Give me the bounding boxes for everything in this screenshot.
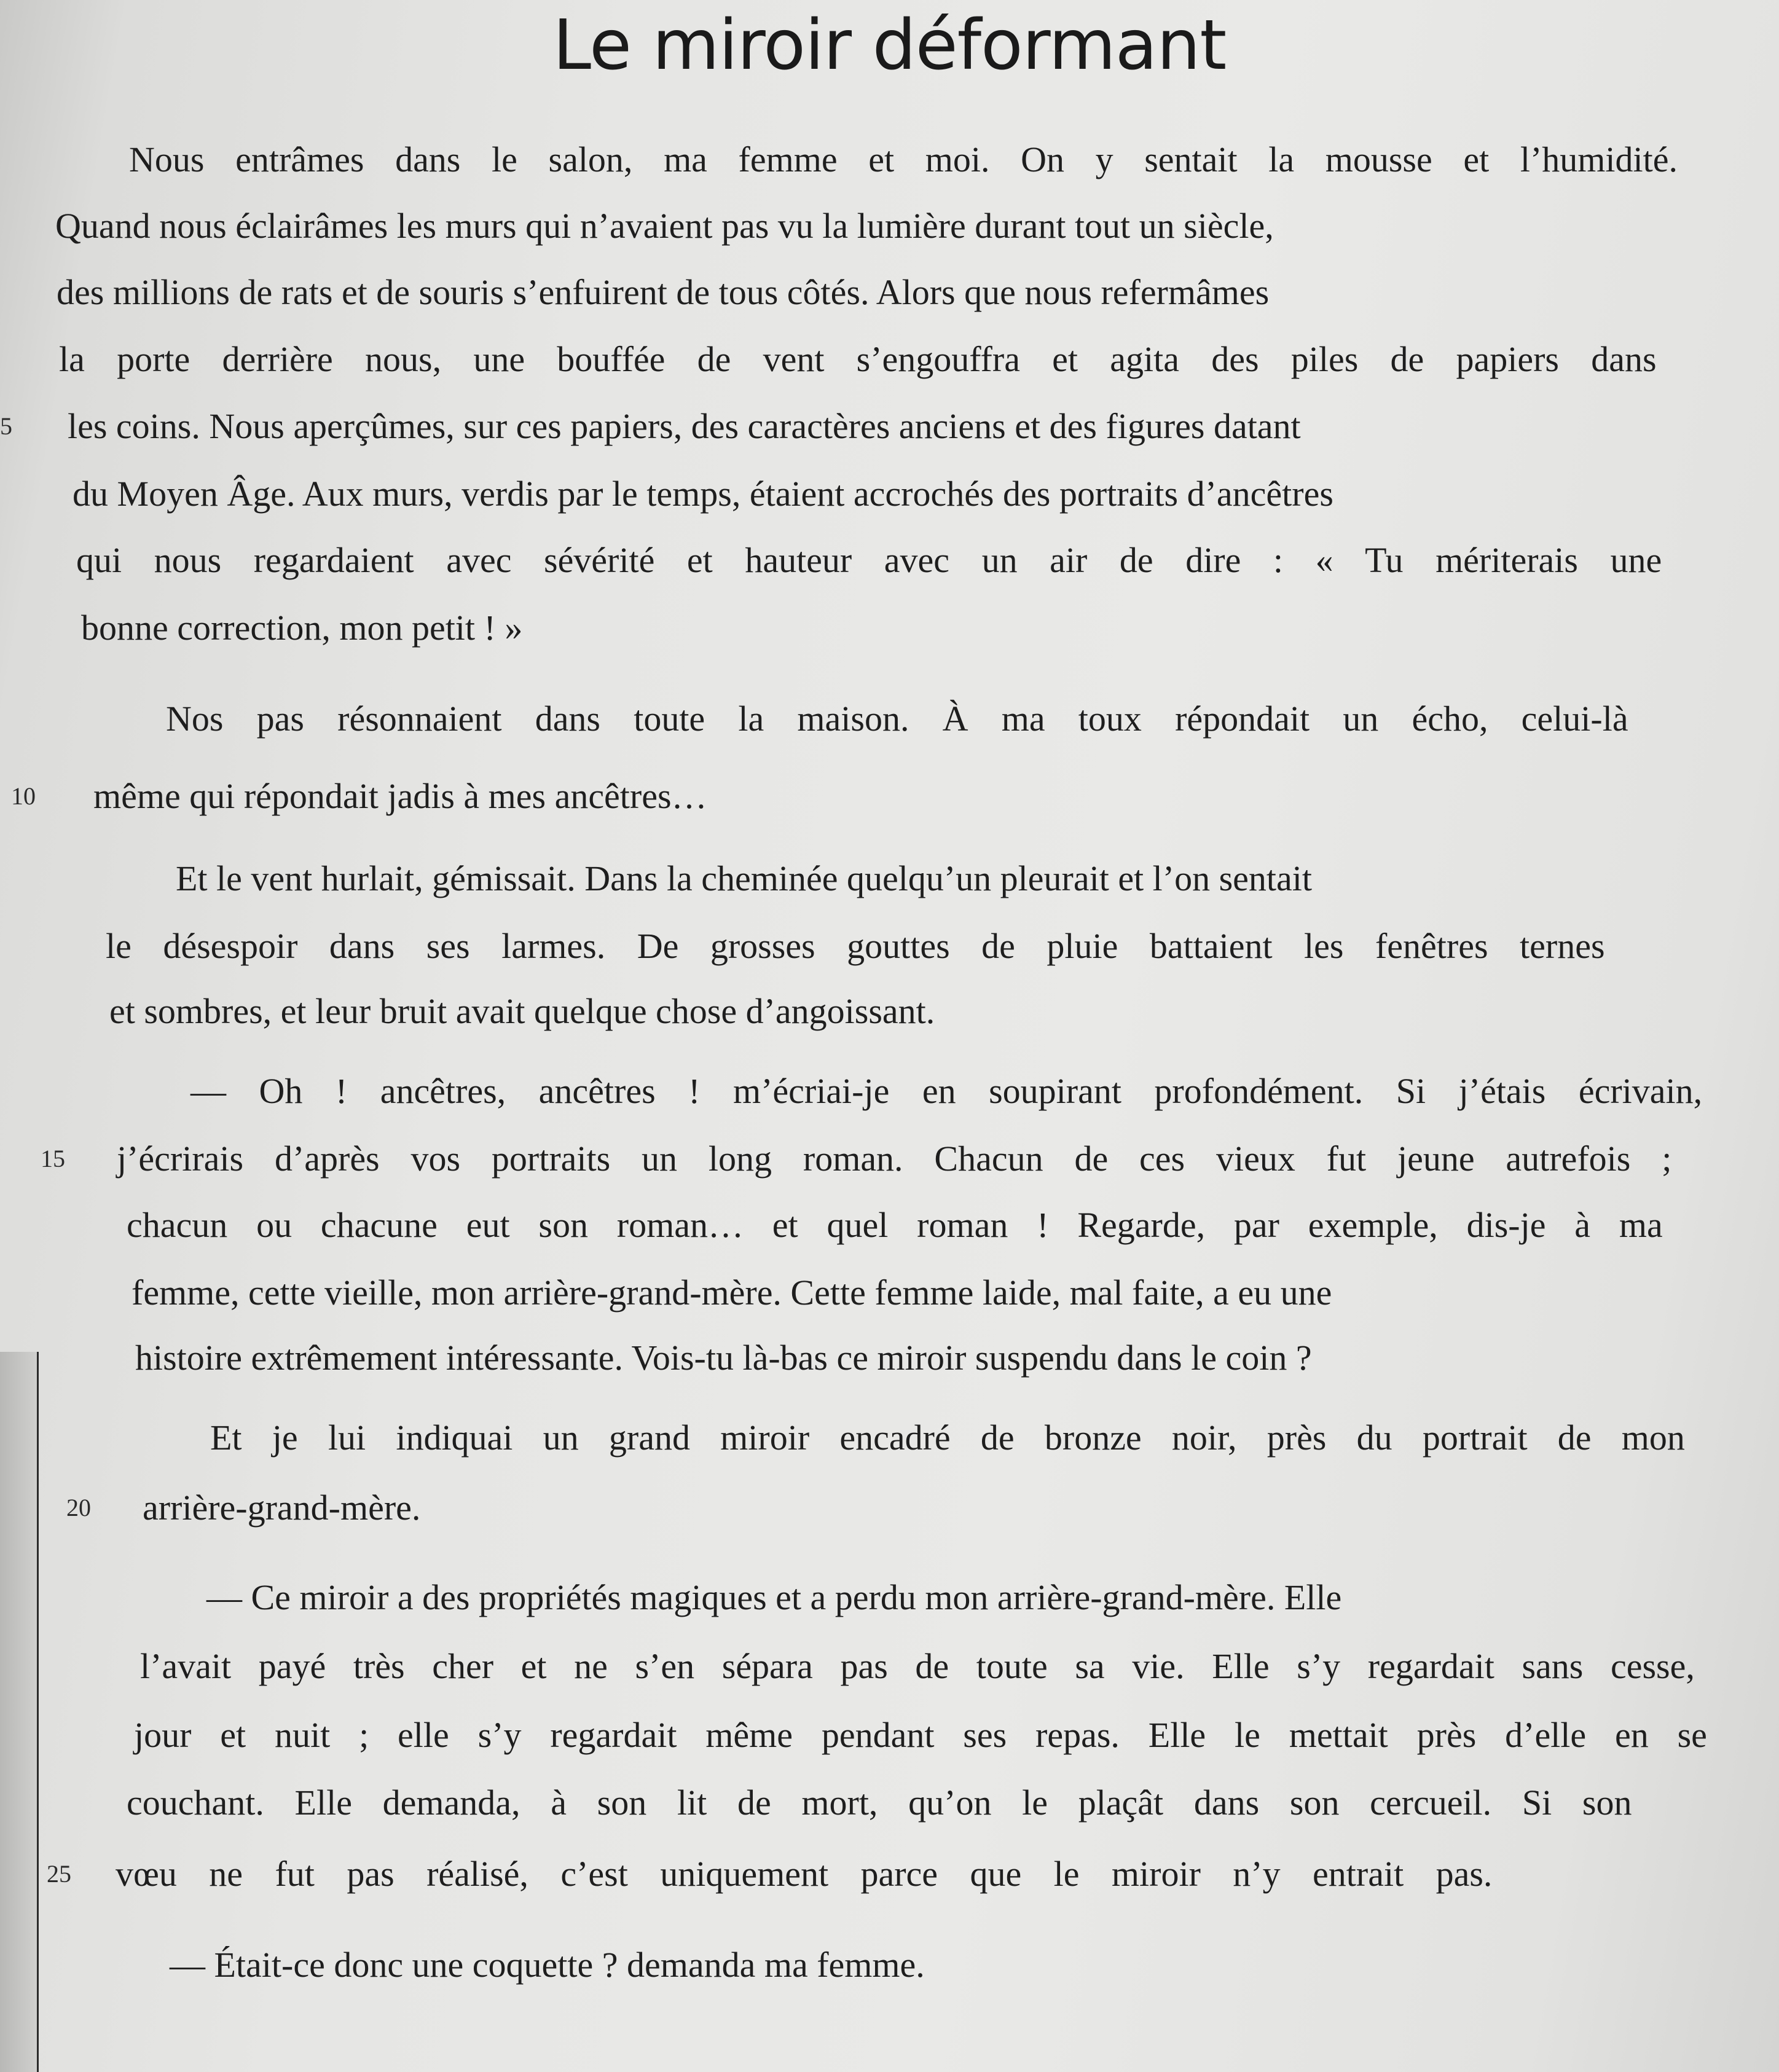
text-line: histoire extrêmement intéressante. Vois-tu là-bas ce miroir suspendu dans le coin ? (135, 1338, 1312, 1378)
text-line: et sombres, et leur bruit avait quelque chose d’angoissant. (109, 991, 935, 1031)
text-line: — Était-ce donc une coquette ? demanda ma femme. (170, 1945, 925, 1985)
text-line: jour et nuit ; elle s’y regardait même pendant ses repas. Elle le mettait près d’elle en se (134, 1715, 1707, 1755)
line-number: 5 (0, 412, 12, 440)
text-line: Et le vent hurlait, gémissait. Dans la cheminée quelqu’un pleurait et l’on sentait (176, 858, 1313, 898)
page-edge (0, 1352, 39, 2072)
text-line: Quand nous éclairâmes les murs qui n’avaient pas vu la lumière durant tout un siècle, (55, 206, 1274, 246)
text-line: j’écrirais d’après vos portraits un long roman. Chacun de ces vieux fut jeune autrefois ; (117, 1139, 1672, 1179)
text-line: couchant. Elle demanda, à son lit de mort, qu’on le plaçât dans son cercueil. Si son (127, 1783, 1632, 1823)
line-number: 10 (11, 782, 36, 810)
text-line: — Oh ! ancêtres, ancêtres ! m’écriai-je en soupirant profondément. Si j’étais écrivain, (190, 1071, 1703, 1111)
page-title: Le miroir déformant (552, 6, 1227, 85)
text-line: bonne correction, mon petit ! » (81, 608, 523, 648)
text-line: Et je lui indiquai un grand miroir encadré de bronze noir, près du portrait de mon (210, 1418, 1685, 1458)
text-line: des millions de rats et de souris s’enfuirent de tous côtés. Alors que nous refermâmes (57, 272, 1270, 312)
text-line: femme, cette vieille, mon arrière-grand-mère. Cette femme laide, mal faite, a eu une (132, 1273, 1332, 1313)
text-line: Nous entrâmes dans le salon, ma femme et moi. On y sentait la mousse et l’humidité. (129, 139, 1678, 179)
text-line: arrière-grand-mère. (143, 1488, 421, 1528)
line-number: 15 (41, 1145, 65, 1172)
text-line: l’avait payé très cher et ne s’en sépara pas de toute sa vie. Elle s’y regardait sans cesse, (140, 1646, 1695, 1686)
text-line: chacun ou chacune eut son roman… et quel roman ! Regarde, par exemple, dis-je à ma (127, 1205, 1663, 1245)
text-line: vœu ne fut pas réalisé, c’est uniquement parce que le miroir n’y entrait pas. (116, 1854, 1493, 1894)
text-line: les coins. Nous aperçûmes, sur ces papiers, des caractères anciens et des figures datant (68, 406, 1301, 446)
text-line: le désespoir dans ses larmes. De grosses gouttes de pluie battaient les fenêtres ternes (106, 926, 1605, 966)
text-line: même qui répondait jadis à mes ancêtres… (93, 776, 707, 816)
line-number: 20 (66, 1494, 91, 1521)
text-line: Nos pas résonnaient dans toute la maison. À ma toux répondait un écho, celui-là (166, 699, 1628, 739)
line-number: 25 (47, 1860, 71, 1888)
text-line: la porte derrière nous, une bouffée de vent s’engouffra et agita des piles de papiers dans (59, 339, 1657, 379)
text-line: du Moyen Âge. Aux murs, verdis par le temps, étaient accrochés des portraits d’ancêtres (73, 474, 1333, 514)
text-line: — Ce miroir a des propriétés magiques et a perdu mon arrière-grand-mère. Elle (206, 1577, 1342, 1617)
text-line: qui nous regardaient avec sévérité et hauteur avec un air de dire : « Tu mériterais une (76, 540, 1662, 580)
